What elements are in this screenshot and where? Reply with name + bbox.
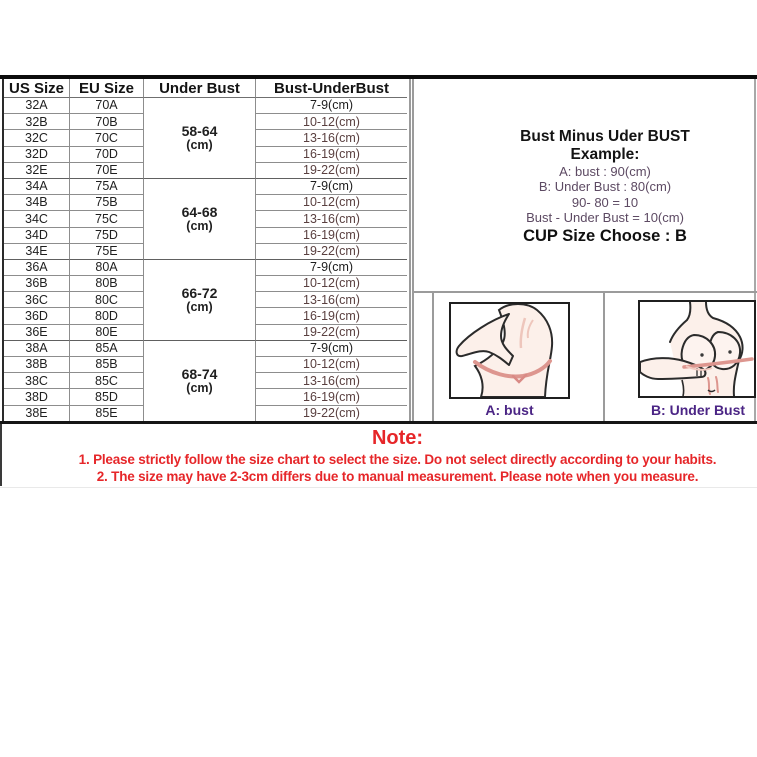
example-title: Bust Minus Uder BUST <box>520 128 690 145</box>
under-bust-measure-figure <box>638 300 756 398</box>
example-subtitle: Example: <box>570 146 640 163</box>
bust-diff-cell: 10-12(cm) <box>256 276 407 292</box>
figures-row-top-border <box>413 291 757 293</box>
bust-diff-cell: 19-22(cm) <box>256 406 407 422</box>
bust-diff-cell: 10-12(cm) <box>256 195 407 211</box>
us-size-cell-32D: 32D <box>4 147 70 163</box>
eu-size-cell-70E: 70E <box>70 163 144 179</box>
us-size-cell-34B: 34B <box>4 195 70 211</box>
example-line-bust: A: bust : 90(cm) <box>559 164 651 179</box>
bottom-hairline <box>0 487 757 488</box>
note-title: Note: <box>371 427 424 449</box>
figures-divider-line <box>603 291 605 421</box>
us-size-cell-34D: 34D <box>4 228 70 244</box>
us-size-cell-34A: 34A <box>4 179 70 195</box>
under-bust-measure-illustration <box>640 302 754 396</box>
us-size-cell-38B: 38B <box>4 357 70 373</box>
example-line-difference: Bust - Under Bust = 10(cm) <box>526 209 684 225</box>
eu-size-cell-80B: 80B <box>70 276 144 292</box>
bust-diff-cell: 13-16(cm) <box>256 130 407 146</box>
bust-diff-cell: 16-19(cm) <box>256 228 407 244</box>
us-size-cell-32B: 32B <box>4 114 70 130</box>
note-line-2: 2. The size may have 2-3cm differs due to manual measurement. Please note when you measure. <box>96 469 699 484</box>
bust-diff-cell: 16-19(cm) <box>256 147 407 163</box>
eu-size-cell-70D: 70D <box>70 147 144 163</box>
us-size-cell-34C: 34C <box>4 211 70 227</box>
size-table <box>2 79 411 422</box>
us-size-cell-36B: 36B <box>4 276 70 292</box>
us-size-cell-32E: 32E <box>4 163 70 179</box>
under-bust-cell: 64-68 (cm) <box>144 179 256 260</box>
bust-diff-cell: 10-12(cm) <box>256 357 407 373</box>
eu-size-cell-75D: 75D <box>70 228 144 244</box>
us-size-cell-38E: 38E <box>4 406 70 422</box>
eu-size-cell-85D: 85D <box>70 389 144 405</box>
cup-size-example <box>455 128 755 247</box>
bust-diff-cell: 19-22(cm) <box>256 163 407 179</box>
eu-size-cell-75E: 75E <box>70 244 144 260</box>
eu-size-cell-85C: 85C <box>70 373 144 389</box>
under-bust-cell: 66-72 (cm) <box>144 260 256 341</box>
note-line-1: 1. Please strictly follow the size chart to select the size. Do not select directly according to your habits. <box>78 452 717 467</box>
under-bust-cell: 58-64 (cm) <box>144 98 256 179</box>
bust-diff-cell: 13-16(cm) <box>256 373 407 389</box>
bust-measure-illustration <box>451 304 568 397</box>
us-size-cell-32C: 32C <box>4 130 70 146</box>
bust-diff-cell: 16-19(cm) <box>256 308 407 324</box>
bust-diff-cell: 19-22(cm) <box>256 325 407 341</box>
eu-size-cell-75B: 75B <box>70 195 144 211</box>
note-top-border <box>0 421 757 424</box>
us-size-cell-38A: 38A <box>4 341 70 357</box>
figure-a-caption: A: bust <box>485 402 534 418</box>
eu-size-cell-80C: 80C <box>70 292 144 308</box>
right-panel-left-border <box>412 79 414 421</box>
col-header-us-size: US Size <box>4 79 70 98</box>
bust-diff-cell: 7-9(cm) <box>256 341 407 357</box>
eu-size-cell-80D: 80D <box>70 308 144 324</box>
us-size-cell-34E: 34E <box>4 244 70 260</box>
note-section <box>0 427 757 485</box>
us-size-cell-38D: 38D <box>4 389 70 405</box>
bust-diff-cell: 7-9(cm) <box>256 179 407 195</box>
col-header-bust-underbust: Bust-UnderBust <box>256 79 407 98</box>
bust-diff-cell: 7-9(cm) <box>256 98 407 114</box>
example-result: CUP Size Choose : B <box>523 227 687 246</box>
col-header-eu-size: EU Size <box>70 79 144 98</box>
us-size-cell-38C: 38C <box>4 373 70 389</box>
figure-b-caption: B: Under Bust <box>650 402 746 418</box>
eu-size-cell-85B: 85B <box>70 357 144 373</box>
figures-row-left-border <box>432 291 434 421</box>
us-size-cell-36C: 36C <box>4 292 70 308</box>
us-size-cell-36D: 36D <box>4 308 70 324</box>
under-bust-cell: 68-74 (cm) <box>144 341 256 422</box>
us-size-cell-36A: 36A <box>4 260 70 276</box>
col-header-under-bust: Under Bust <box>144 79 256 98</box>
eu-size-cell-70B: 70B <box>70 114 144 130</box>
eu-size-cell-75C: 75C <box>70 211 144 227</box>
eu-size-cell-80E: 80E <box>70 325 144 341</box>
bust-diff-cell: 13-16(cm) <box>256 292 407 308</box>
eu-size-cell-85E: 85E <box>70 406 144 422</box>
bust-diff-cell: 19-22(cm) <box>256 244 407 260</box>
eu-size-cell-80A: 80A <box>70 260 144 276</box>
us-size-cell-32A: 32A <box>4 98 70 114</box>
bust-diff-cell: 7-9(cm) <box>256 260 407 276</box>
bust-diff-cell: 13-16(cm) <box>256 211 407 227</box>
bust-diff-cell: 10-12(cm) <box>256 114 407 130</box>
eu-size-cell-75A: 75A <box>70 179 144 195</box>
us-size-cell-36E: 36E <box>4 325 70 341</box>
bust-diff-cell: 16-19(cm) <box>256 389 407 405</box>
eu-size-cell-70A: 70A <box>70 98 144 114</box>
bust-measure-figure <box>449 302 570 399</box>
eu-size-cell-85A: 85A <box>70 341 144 357</box>
example-line-underbust: B: Under Bust : 80(cm) <box>538 179 672 195</box>
example-line-subtraction: 90- 80 = 10 <box>571 194 639 210</box>
eu-size-cell-70C: 70C <box>70 130 144 146</box>
